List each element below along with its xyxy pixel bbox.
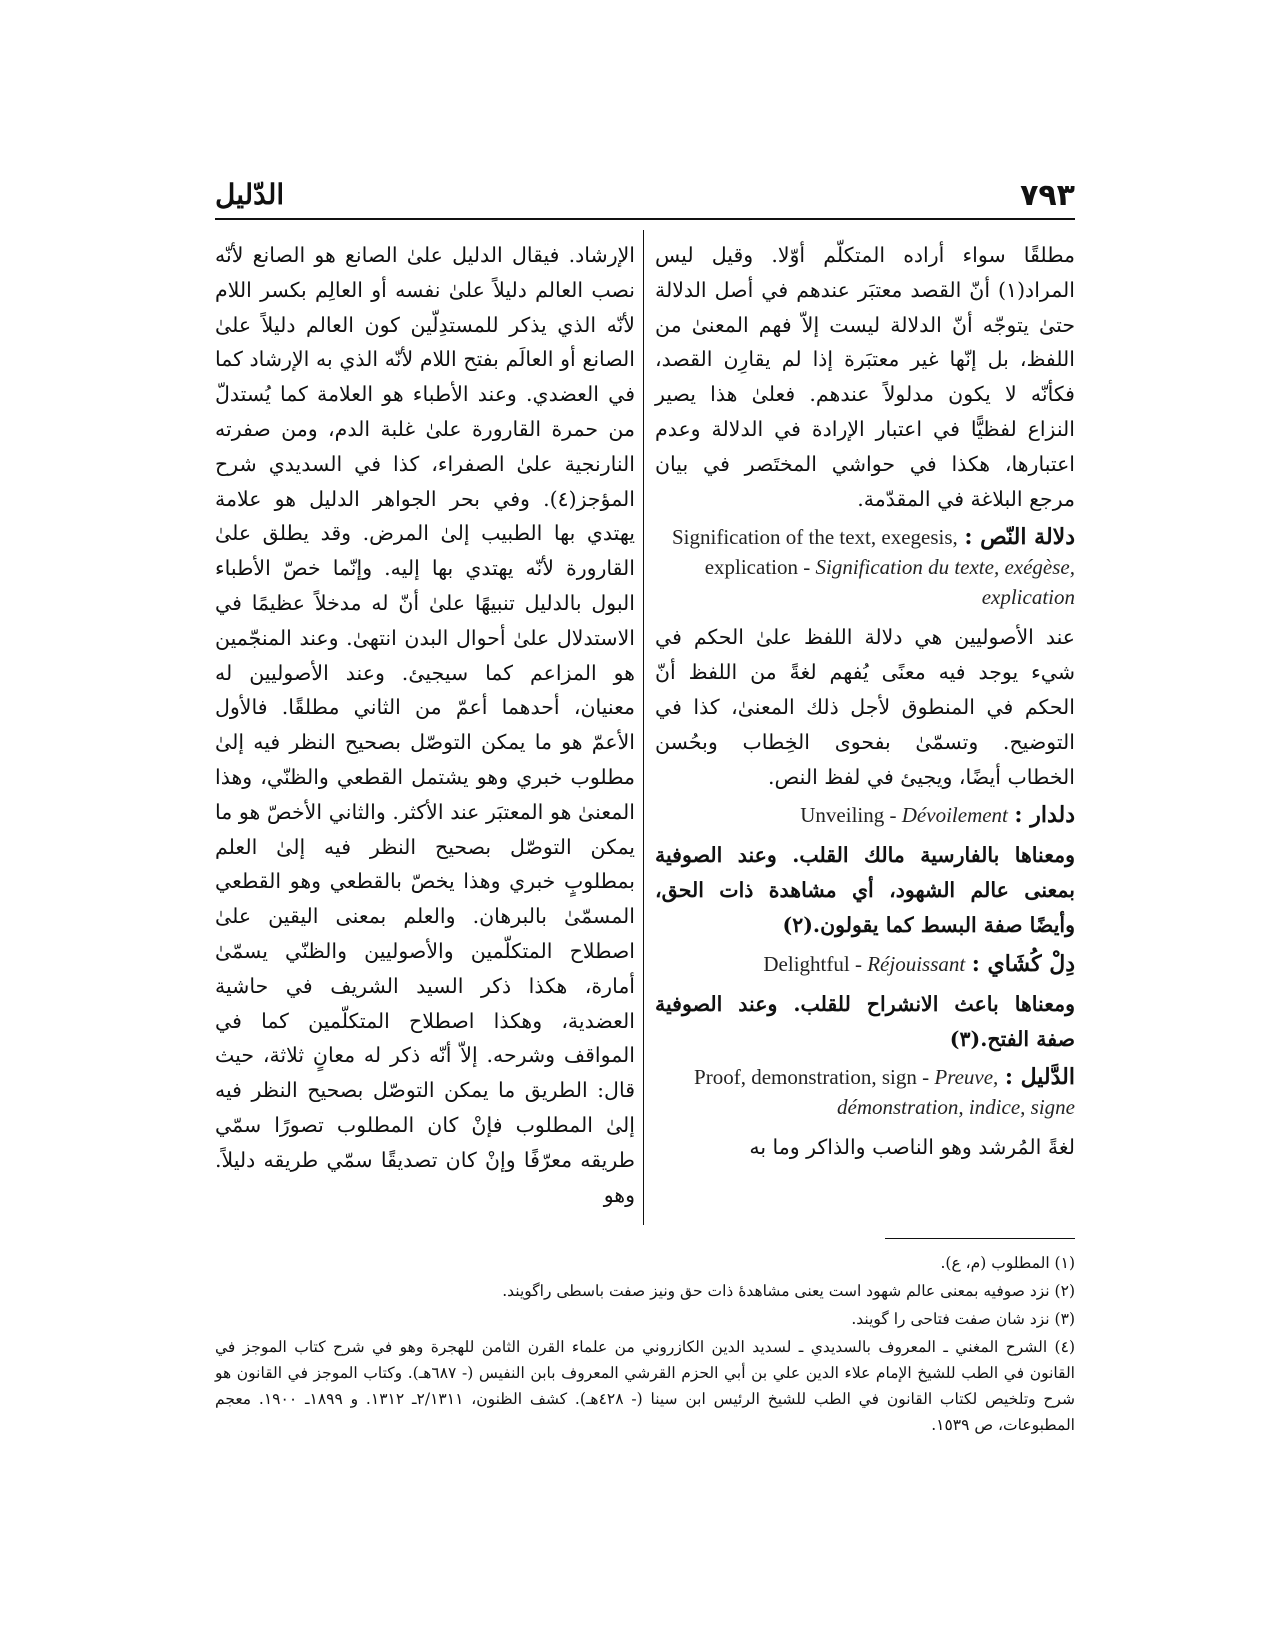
page-header xyxy=(215,178,1075,220)
dictionary-entry xyxy=(655,1062,1075,1122)
column-divider xyxy=(643,230,644,1225)
paragraph: ومعناها بالفارسية مالك القلب. وعند الصوفية بمعنى عالم الشهود، أي مشاهدة ذات الحق، وأيضًا صفة البسط كما يقولون.(٢) xyxy=(655,843,1075,937)
footnote: (٢) نزد صوفيه بمعنى عالم شهود است يعنى مشاهدهٔ ذات حق ونيز صفت باسطى راگويند. xyxy=(502,1282,1075,1300)
paragraph: الإرشاد. فيقال الدليل علىٰ الصانع هو الصانع لأنّه نصب العالم دليلاً علىٰ نفسه أو العالِم بكسر اللام لأنّه الذي يذكر للمستدِلّين كون العالم دليلاً علىٰ الصانع أو العالَم بفتح اللام لأنّه الذي به الإرشاد كما في العضدي. وعند الأطباء هو العلامة كما يُستدلّ من حمرة القارورة علىٰ غلبة الدم، ومن صفرته النارنجية علىٰ الصفراء، كذا في السديدي شرح المؤجز(٤). وفي بحر الجواهر الدليل هو علامة يهتدي بها الطبيب إلىٰ المرض. وقد يطلق علىٰ القارورة لأنّه يهتدي بها إليه. وإنّما خصّ الأطباء البول بالدليل تنبيهًا علىٰ أنّ له مدخلاً عظيمًا في الاستدلال علىٰ أحوال البدن انتهىٰ. وعند المنجّمين هو المزاعم كما سيجيئ. وعند الأصوليين له معنيان، أحدهما أعمّ من الثاني مطلقًا. فالأول الأعمّ هو ما يمكن التوصّل بصحيح النظر فيه إلىٰ مطلوب خبري وهو يشتمل القطعي والظنّي، وهذا المعنىٰ هو المعتبَر عند الأكثر. والثاني الأخصّ هو ما يمكن التوصّل بصحيح النظر فيه إلىٰ العلم بمطلوبٍ خبري وهذا يخصّ بالقطعي وهو القطعي المسمّىٰ بالبرهان. والعلم بمعنى اليقين علىٰ اصطلاح المتكلّمين والأصوليين والظنّي يسمّىٰ أمارة، هكذا ذكر السيد الشريف في حاشية العضدية، وهكذا اصطلاح المتكلّمين كما في المواقف وشرحه. إلاّ أنّه ذكر له معانٍ ثلاثة، حيث قال: الطريق ما يمكن التوصّل بصحيح النظر فيه إلىٰ المطلوب فإنْ كان المطلوب تصورًا سمّي طريقه معرّفًا وإنْ كان تصديقًا سمّي طريقه دليلاً. وهو xyxy=(215,243,635,1207)
english-gloss: Unveiling xyxy=(800,803,885,828)
footnotes xyxy=(215,1250,1075,1440)
page-number: ٧٩٣ xyxy=(1020,178,1075,213)
entry-headword: الدَّليل : xyxy=(1004,1064,1075,1091)
footnote: (٤) الشرح المغني ـ المعروف بالسديدي ـ لسديد الدين الكازروني من علماء القرن الثامن للهجرة وهو في شرح كتاب الموجز في القانون في الطب للشيخ الإمام علاء الدين علي بن أبي الحزم القرشي المعروف بابن النفيس (- ٦٨٧هـ). وكتاب الموجز في القانون هو شرح وتلخيص لكتاب القانون في الطب للشيخ الرئيس ابن سينا (- ٤٢٨هـ). كشف الظنون، ٢/١٣١١ـ ١٣١٢. و ١٨٩٩ـ ١٩٠٠. معجم المطبوعات، ص ١٥٣٩. xyxy=(215,1338,1075,1434)
dictionary-entry xyxy=(655,949,1075,979)
entry-translation xyxy=(800,803,1008,827)
footnote-rule xyxy=(885,1238,1075,1239)
footnote: (١) المطلوب (م، ع). xyxy=(940,1254,1075,1272)
gloss-separator: - xyxy=(916,1065,935,1090)
dictionary-entry xyxy=(655,522,1075,612)
entry-translation xyxy=(763,952,965,976)
english-gloss: Delightful xyxy=(763,951,850,976)
paragraph: ومعناها باعث الانشراح للقلب. وعند الصوفية صفة الفتح.(٣) xyxy=(655,991,1075,1051)
dictionary-entry xyxy=(655,800,1075,830)
french-gloss: Dévoilement xyxy=(901,803,1008,828)
gloss-separator: - xyxy=(849,951,868,976)
entry-headword: دلدار : xyxy=(1014,802,1075,829)
french-gloss: Preuve, démonstration, indice, signe xyxy=(837,1065,1075,1120)
right-column xyxy=(655,238,1075,1171)
english-gloss: Proof, demonstration, sign xyxy=(694,1065,917,1090)
english-gloss: Signification of the text, exegesis, explication xyxy=(672,525,958,580)
paragraph: عند الأصوليين هي دلالة اللفظ علىٰ الحكم في شيء يوجد فيه معنًى يُفهم لغةً من اللفظ أنّ الحكم في المنطوق لأجل ذلك المعنىٰ، كذا في التوضيح. وتسمّىٰ بفحوى الخِطاب وبحُسن الخطاب أيضًا، ويجيئ في لفظ النص. xyxy=(655,625,1075,789)
paragraph: لغةً المُرشد وهو الناصب والذاكر وما به xyxy=(749,1135,1075,1160)
paragraph: مطلقًا سواء أراده المتكلّم أوّلا. وقيل ليس المراد(١) أنّ القصد معتبَر عندهم في أصل الدلالة حتىٰ يتوجّه أنّ الدلالة ليست إلاّ فهم المعنىٰ من اللفظ، بل إنّها غير معتبَرة إذا لم يقارِن القصد، فكأنّه لا يكون مدلولاً عندهم. فعلىٰ هذا يصير النزاع لفظيًّا في اعتبار الإرادة في الدلالة وعدم اعتبارها، هكذا في حواشي المختَصر في بيان مرجع البلاغة في المقدّمة. xyxy=(655,243,1075,511)
entry-headword: دلالة النّص : xyxy=(964,524,1075,551)
footnote: (٣) نزد شان صفت فتاحى را گويند. xyxy=(851,1310,1075,1328)
french-gloss: Signification du texte, exégèse, explication xyxy=(815,555,1075,610)
left-column xyxy=(215,238,635,1218)
entry-headword: دِلْ كُشَاي : xyxy=(971,950,1075,977)
gloss-separator: - xyxy=(798,555,816,580)
french-gloss: Réjouissant xyxy=(867,951,966,976)
running-title: الدّليل xyxy=(215,178,285,211)
gloss-separator: - xyxy=(884,803,902,828)
